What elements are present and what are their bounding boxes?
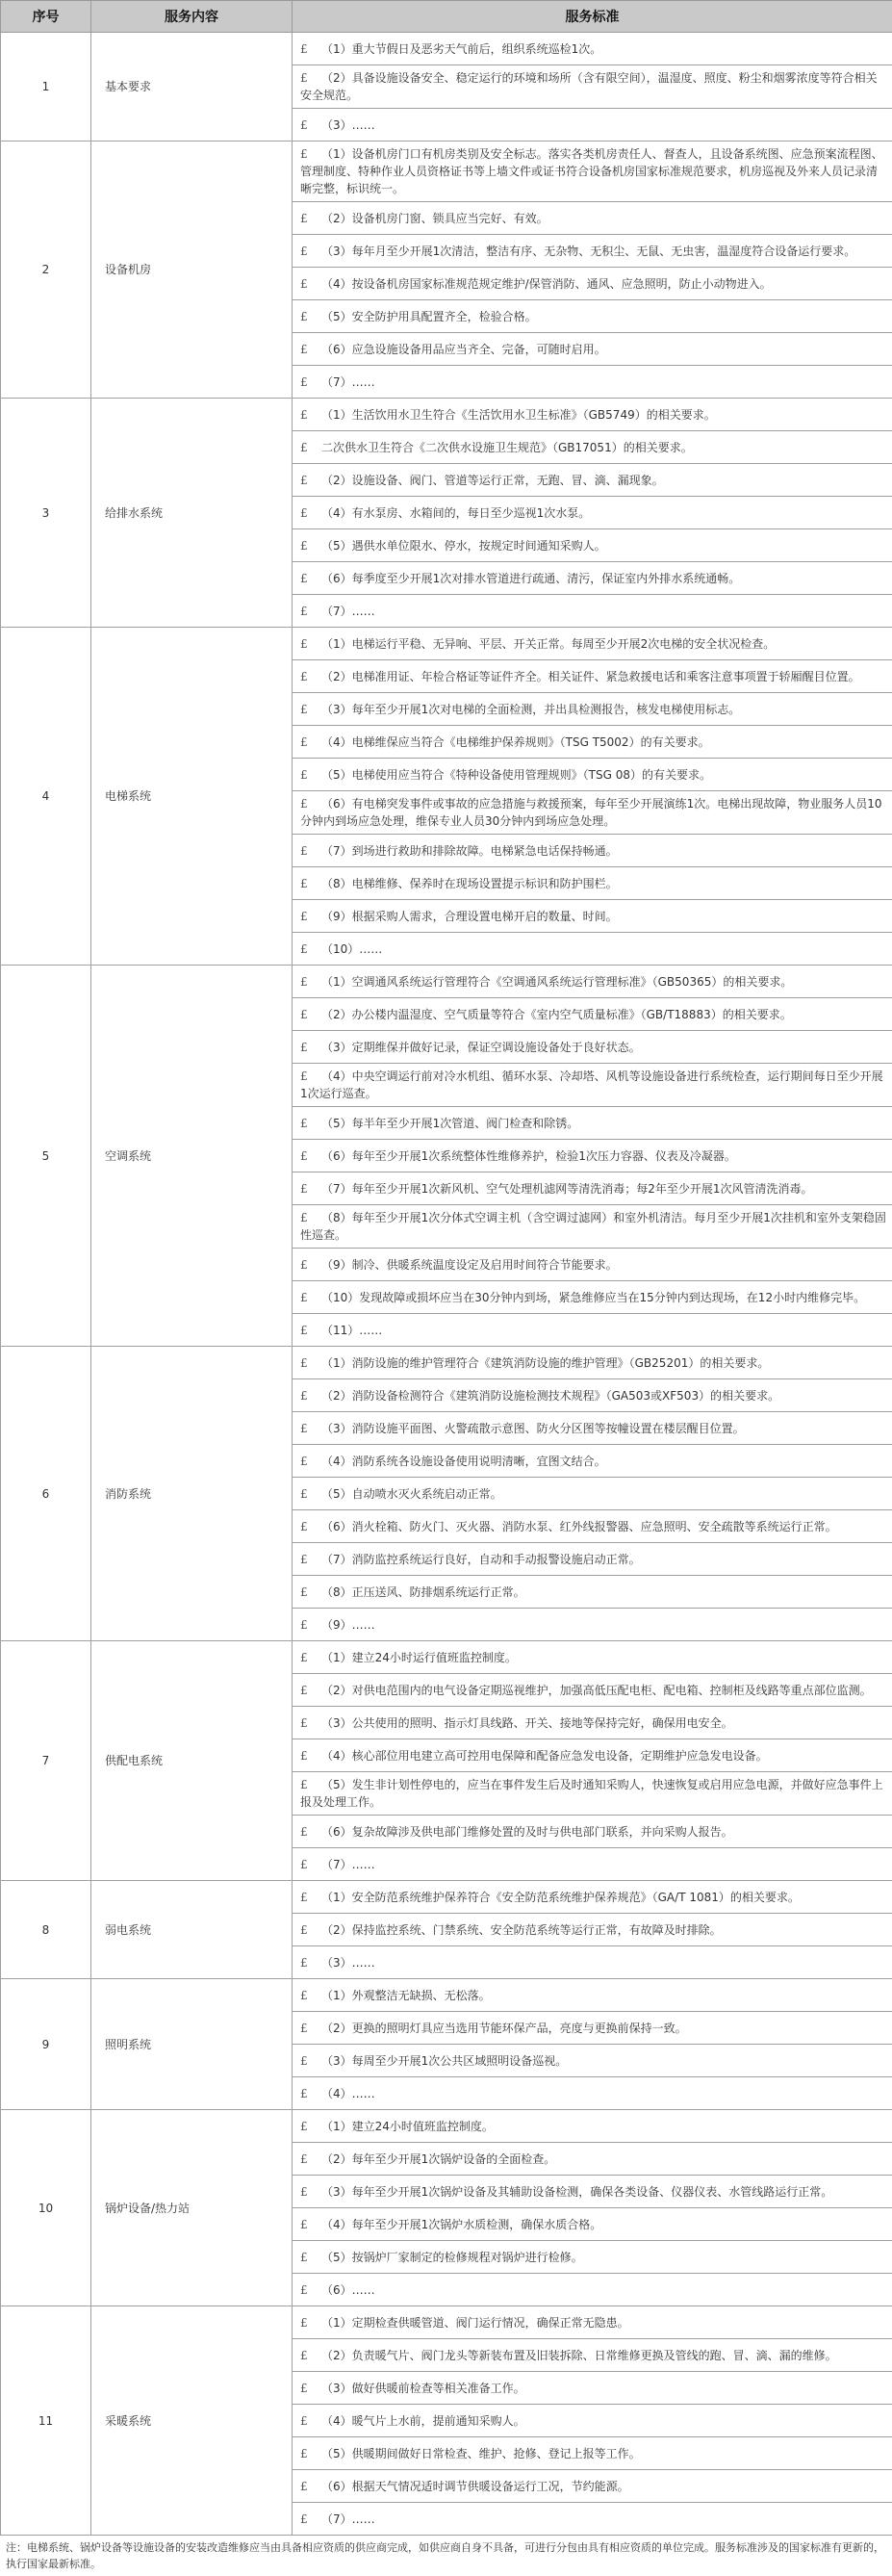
row-service-standard bbox=[293, 1979, 892, 2012]
standard-text: （4）电梯维保应当符合《电梯维护保养规则》（TSG T5002）的有关要求。 bbox=[321, 735, 710, 749]
checkbox-bullet-icon: £ bbox=[300, 1518, 321, 1535]
row-service-standard bbox=[293, 1914, 892, 1946]
row-service-standard bbox=[293, 142, 892, 202]
standard-text: （1）空调通风系统运行管理符合《空调通风系统运行管理标准》（GB50365）的相关要求。 bbox=[321, 975, 792, 989]
standard-text: （2）具备设施设备安全、稳定运行的环境和场所（含有限空间），温湿度、照度、粉尘和烟雾浓度等符合相关安全规范。 bbox=[300, 71, 878, 102]
row-service-standard bbox=[293, 2405, 892, 2437]
row-service-standard bbox=[293, 1031, 892, 1064]
checkbox-bullet-icon: £ bbox=[300, 1921, 321, 1939]
standard-text: （3）每年至少开展1次对电梯的全面检测，并出具检测报告，核发电梯使用标志。 bbox=[321, 703, 740, 716]
standard-text: （7）…… bbox=[321, 1858, 375, 1871]
checkbox-bullet-icon: £ bbox=[300, 2118, 321, 2135]
row-service-standard bbox=[293, 1107, 892, 1140]
row-service-standard bbox=[293, 562, 892, 595]
row-service-standard bbox=[293, 1674, 892, 1707]
checkbox-bullet-icon: £ bbox=[300, 940, 321, 958]
table-header-row bbox=[1, 1, 892, 33]
row-service-standard bbox=[293, 333, 892, 366]
row-service-standard bbox=[293, 1848, 892, 1881]
row-service-standard bbox=[293, 1314, 892, 1347]
standard-text: （2）对供电范围内的电气设备定期巡视维护，加强高低压配电柜、配电箱、控制柜及线路等重点部位监测。 bbox=[321, 1684, 872, 1697]
row-service-standard bbox=[293, 33, 892, 65]
standard-text: （6）复杂故障涉及供电部门维修处置的及时与供电部门联系，并向采购人报告。 bbox=[321, 1825, 733, 1839]
table-row bbox=[1, 1881, 892, 1914]
checkbox-bullet-icon: £ bbox=[300, 2216, 321, 2233]
checkbox-bullet-icon: £ bbox=[300, 537, 321, 554]
checkbox-bullet-icon: £ bbox=[300, 145, 321, 163]
row-service-standard bbox=[293, 2274, 892, 2306]
checkbox-bullet-icon: £ bbox=[300, 1682, 321, 1699]
checkbox-bullet-icon: £ bbox=[300, 1747, 321, 1765]
standard-text: （1）建立24小时运行值班监控制度。 bbox=[321, 1651, 517, 1664]
checkbox-bullet-icon: £ bbox=[300, 308, 321, 325]
checkbox-bullet-icon: £ bbox=[300, 1256, 321, 1274]
checkbox-bullet-icon: £ bbox=[300, 472, 321, 489]
table-row bbox=[1, 33, 892, 65]
checkbox-bullet-icon: £ bbox=[300, 875, 321, 892]
table-row bbox=[1, 1347, 892, 1379]
standard-text: （3）…… bbox=[321, 1956, 375, 1970]
row-service-content: 电梯系统 bbox=[91, 628, 293, 966]
checkbox-bullet-icon: £ bbox=[300, 2281, 321, 2299]
checkbox-bullet-icon: £ bbox=[300, 668, 321, 685]
checkbox-bullet-icon: £ bbox=[300, 1322, 321, 1339]
checkbox-bullet-icon: £ bbox=[300, 1006, 321, 1023]
checkbox-bullet-icon: £ bbox=[300, 1714, 321, 1732]
standard-text: （5）供暖期间做好日常检查、维护、抢修、登记上报等工作。 bbox=[321, 2447, 641, 2460]
row-service-standard bbox=[293, 1946, 892, 1979]
row-service-content: 消防系统 bbox=[91, 1347, 293, 1641]
checkbox-bullet-icon: £ bbox=[300, 2412, 321, 2430]
row-service-standard bbox=[293, 1412, 892, 1445]
row-service-content: 给排水系统 bbox=[91, 399, 293, 628]
row-service-content: 锅炉设备/热力站 bbox=[91, 2110, 293, 2306]
row-service-standard bbox=[293, 2110, 892, 2143]
header-seq: 序号 bbox=[1, 1, 91, 33]
standard-text: （1）建立24小时值班监控制度。 bbox=[321, 2120, 494, 2133]
standard-text: （8）每年至少开展1次分体式空调主机（含空调过滤网）和室外机清洁。每月至少开展1次挂机和室外支架稳固性巡查。 bbox=[300, 1211, 886, 1242]
checkbox-bullet-icon: £ bbox=[300, 1954, 321, 1971]
checkbox-bullet-icon: £ bbox=[300, 275, 321, 293]
checkbox-bullet-icon: £ bbox=[300, 603, 321, 620]
checkbox-bullet-icon: £ bbox=[300, 1180, 321, 1198]
row-seq-number: 2 bbox=[1, 142, 91, 399]
table-row bbox=[1, 2306, 892, 2339]
row-service-standard bbox=[293, 300, 892, 333]
row-service-content: 空调系统 bbox=[91, 966, 293, 1347]
checkbox-bullet-icon: £ bbox=[300, 116, 321, 134]
standard-text: （1）消防设施的维护管理符合《建筑消防设施的维护管理》（GB25201）的相关要求。 bbox=[321, 1356, 769, 1370]
standard-text: （3）每周至少开展1次公共区域照明设备巡视。 bbox=[321, 2054, 567, 2068]
checkbox-bullet-icon: £ bbox=[300, 341, 321, 358]
checkbox-bullet-icon: £ bbox=[300, 374, 321, 391]
row-service-standard bbox=[293, 835, 892, 867]
checkbox-bullet-icon: £ bbox=[300, 908, 321, 925]
standard-text: （1）外观整洁无缺损、无松落。 bbox=[321, 1989, 491, 2002]
standard-text: （4）…… bbox=[321, 2087, 375, 2100]
row-seq-number: 1 bbox=[1, 33, 91, 142]
standard-text: （5）自动喷水灭火系统启动正常。 bbox=[321, 1487, 502, 1501]
row-service-standard bbox=[293, 1816, 892, 1848]
standard-text: （7）消防监控系统运行良好，自动和手动报警设施启动正常。 bbox=[321, 1553, 641, 1566]
standard-text: （2）负责暖气片、阀门龙头等新装布置及旧装拆除、日常维修更换及管线的跑、冒、滴、漏的维修。 bbox=[321, 2349, 837, 2362]
row-service-standard bbox=[293, 497, 892, 529]
checkbox-bullet-icon: £ bbox=[300, 766, 321, 784]
row-service-standard bbox=[293, 791, 892, 835]
checkbox-bullet-icon: £ bbox=[300, 69, 321, 87]
standard-text: （3）每年至少开展1次锅炉设备及其辅助设备检测，确保各类设备、仪器仪表、水管线路运行正常。 bbox=[321, 2185, 832, 2199]
checkbox-bullet-icon: £ bbox=[300, 2085, 321, 2102]
checkbox-bullet-icon: £ bbox=[300, 1485, 321, 1503]
standard-text: （6）消火栓箱、防火门、灭火器、消防水泵、红外线报警器、应急照明、安全疏散等系统运行正常。 bbox=[321, 1520, 837, 1533]
standard-text: （4）有水泵房、水箱间的，每日至少巡视1次水泵。 bbox=[321, 506, 590, 520]
standard-text: （2）保持监控系统、门禁系统、安全防范系统等运行正常，有故障及时排除。 bbox=[321, 1923, 722, 1937]
standard-text: （5）按锅炉厂家制定的检修规程对锅炉进行检修。 bbox=[321, 2251, 583, 2264]
standard-text: （10）发现故障或损坏应当在30分钟内到场，紧急维修应当在15分钟内到达现场，在12小时内维修完毕。 bbox=[321, 1291, 865, 1304]
checkbox-bullet-icon: £ bbox=[300, 1856, 321, 1873]
row-service-standard bbox=[293, 998, 892, 1031]
row-service-standard bbox=[293, 660, 892, 693]
checkbox-bullet-icon: £ bbox=[300, 406, 321, 424]
standard-text: （4）暖气片上水前，提前通知采购人。 bbox=[321, 2414, 525, 2428]
standard-text: （7）到场进行救助和排除故障。电梯紧急电话保持畅通。 bbox=[321, 844, 618, 858]
row-service-standard bbox=[293, 867, 892, 900]
header-service-standard: 服务标准 bbox=[293, 1, 892, 33]
table-row bbox=[1, 628, 892, 660]
row-service-standard bbox=[293, 366, 892, 399]
checkbox-bullet-icon: £ bbox=[300, 1616, 321, 1634]
row-service-standard bbox=[293, 109, 892, 142]
standard-text: （6）每年至少开展1次系统整体性维修养护，检验1次压力容器、仪表及冷凝器。 bbox=[321, 1149, 736, 1163]
standard-text: （1）设备机房门口有机房类别及安全标志。落实各类机房责任人、督查人，且设备系统图、应急预案流程图、管理制度、特种作业人员资格证书等上墙文件或证书符合设备机房国家标准规范要求，机房巡视及外来人员记录清晰完整，标识统一。 bbox=[300, 147, 883, 195]
checkbox-bullet-icon: £ bbox=[300, 1209, 321, 1226]
row-service-content: 设备机房 bbox=[91, 142, 293, 399]
table-row bbox=[1, 2110, 892, 2143]
table-row bbox=[1, 142, 892, 202]
checkbox-bullet-icon: £ bbox=[300, 635, 321, 653]
row-service-content: 供配电系统 bbox=[91, 1641, 293, 1881]
row-service-standard bbox=[293, 628, 892, 660]
checkbox-bullet-icon: £ bbox=[300, 2445, 321, 2462]
checkbox-bullet-icon: £ bbox=[300, 2347, 321, 2364]
row-service-content: 基本要求 bbox=[91, 33, 293, 142]
row-service-standard bbox=[293, 1281, 892, 1314]
standard-text: （3）定期维保并做好记录，保证空调设施设备处于良好状态。 bbox=[321, 1041, 641, 1054]
row-service-standard bbox=[293, 1379, 892, 1412]
checkbox-bullet-icon: £ bbox=[300, 1068, 321, 1085]
standard-text: （3）公共使用的照明、指示灯具线路、开关、接地等保持完好，确保用电安全。 bbox=[321, 1716, 733, 1730]
row-service-standard bbox=[293, 65, 892, 109]
row-service-standard bbox=[293, 1543, 892, 1576]
row-service-standard bbox=[293, 268, 892, 300]
standard-text: （2）办公楼内温湿度、空气质量等符合《室内空气质量标准》（GB/T18883）的相关要求。 bbox=[321, 1008, 792, 1021]
standard-text: （2）设施设备、阀门、管道等运行正常，无跑、冒、滴、漏现象。 bbox=[321, 474, 664, 487]
row-service-standard bbox=[293, 2045, 892, 2077]
checkbox-bullet-icon: £ bbox=[300, 1584, 321, 1601]
standard-text: （1）安全防范系统维护保养符合《安全防范系统维护保养规范》（GA/T 1081）的相关要求。 bbox=[321, 1891, 800, 1904]
checkbox-bullet-icon: £ bbox=[300, 40, 321, 58]
row-service-standard bbox=[293, 595, 892, 628]
checkbox-bullet-icon: £ bbox=[300, 2183, 321, 2201]
checkbox-bullet-icon: £ bbox=[300, 973, 321, 991]
standard-text: （6）根据天气情况适时调节供暖设备运行工况，节约能源。 bbox=[321, 2480, 629, 2493]
row-service-standard bbox=[293, 464, 892, 497]
standard-text: （10）…… bbox=[321, 942, 382, 956]
checkbox-bullet-icon: £ bbox=[300, 1147, 321, 1165]
header-service-content: 服务内容 bbox=[91, 1, 293, 33]
standard-text: （1）电梯运行平稳、无异响、平层、开关正常。每周至少开展2次电梯的安全状况检查。 bbox=[321, 637, 775, 651]
checkbox-bullet-icon: £ bbox=[300, 842, 321, 860]
row-service-standard bbox=[293, 1249, 892, 1281]
row-service-standard bbox=[293, 1881, 892, 1914]
checkbox-bullet-icon: £ bbox=[300, 243, 321, 260]
row-seq-number: 3 bbox=[1, 399, 91, 628]
footnote: 注：电梯系统、锅炉设备等设施设备的安装改造维修应当由具备相应资质的供应商完成，如供应商自身不具备，可进行分包由具有相应资质的单位完成。服务标准涉及的国家标准有更新的，执行国家最新标准。 bbox=[0, 2536, 892, 2576]
checkbox-bullet-icon: £ bbox=[300, 701, 321, 718]
row-service-standard bbox=[293, 2208, 892, 2241]
standard-text: （4）每年至少开展1次锅炉水质检测，确保水质合格。 bbox=[321, 2218, 601, 2231]
checkbox-bullet-icon: £ bbox=[300, 795, 321, 812]
row-service-standard bbox=[293, 759, 892, 791]
row-service-standard bbox=[293, 529, 892, 562]
standard-text: 二次供水卫生符合《二次供水设施卫生规范》（GB17051）的相关要求。 bbox=[321, 441, 693, 454]
row-service-standard bbox=[293, 933, 892, 966]
row-service-standard bbox=[293, 431, 892, 464]
standard-text: （3）做好供暖前检查等相关准备工作。 bbox=[321, 2382, 525, 2395]
row-seq-number: 9 bbox=[1, 1979, 91, 2110]
standard-text: （4）核心部位用电建立高可控用电保障和配备应急发电设备，定期维护应急发电设备。 bbox=[321, 1749, 768, 1763]
checkbox-bullet-icon: £ bbox=[300, 1354, 321, 1372]
standard-text: （6）每季度至少开展1次对排水管道进行疏通、清污，保证室内外排水系统通畅。 bbox=[321, 572, 740, 585]
row-seq-number: 5 bbox=[1, 966, 91, 1347]
table-body bbox=[1, 33, 892, 2536]
checkbox-bullet-icon: £ bbox=[300, 439, 321, 456]
standard-text: （3）…… bbox=[321, 118, 375, 132]
standard-text: （5）安全防护用具配置齐全，检验合格。 bbox=[321, 310, 537, 323]
standard-text: （1）定期检查供暖管道、阀门运行情况，确保正常无隐患。 bbox=[321, 2316, 629, 2330]
standard-text: （7）…… bbox=[321, 2512, 375, 2526]
checkbox-bullet-icon: £ bbox=[300, 1987, 321, 2004]
standard-text: （9）…… bbox=[321, 1618, 375, 1632]
row-service-standard bbox=[293, 399, 892, 431]
row-service-content: 照明系统 bbox=[91, 1979, 293, 2110]
row-seq-number: 11 bbox=[1, 2306, 91, 2536]
row-service-standard bbox=[293, 2372, 892, 2405]
row-service-standard bbox=[293, 1641, 892, 1674]
row-service-standard bbox=[293, 2339, 892, 2372]
row-service-standard bbox=[293, 1205, 892, 1249]
checkbox-bullet-icon: £ bbox=[300, 210, 321, 227]
row-service-content: 弱电系统 bbox=[91, 1881, 293, 1979]
checkbox-bullet-icon: £ bbox=[300, 734, 321, 751]
row-service-standard bbox=[293, 202, 892, 235]
standard-text: （6）有电梯突发事件或事故的应急措施与救援预案，每年至少开展演练1次。电梯出现故障，物业服务人员10分钟内到场应急处理，维保专业人员30分钟内到场应急处理。 bbox=[300, 797, 882, 828]
checkbox-bullet-icon: £ bbox=[300, 2380, 321, 2397]
checkbox-bullet-icon: £ bbox=[300, 2052, 321, 2070]
row-service-standard bbox=[293, 2306, 892, 2339]
standard-text: （4）中央空调运行前对冷水机组、循环水泵、冷却塔、风机等设施设备进行系统检查，运行期间每日至少开展1次运行巡查。 bbox=[300, 1069, 883, 1100]
standard-text: （11）…… bbox=[321, 1324, 382, 1337]
standard-text: （5）遇供水单位限水、停水，按规定时间通知采购人。 bbox=[321, 539, 606, 553]
row-service-standard bbox=[293, 1064, 892, 1107]
standard-text: （7）每年至少开展1次新风机、空气处理机滤网等清洗消毒；每2年至少开展1次风管清洗消毒。 bbox=[321, 1182, 813, 1196]
standard-text: （5）每半年至少开展1次管道、阀门检查和除锈。 bbox=[321, 1117, 578, 1130]
checkbox-bullet-icon: £ bbox=[300, 1420, 321, 1437]
row-service-standard bbox=[293, 1140, 892, 1172]
checkbox-bullet-icon: £ bbox=[300, 1453, 321, 1470]
standard-text: （4）按设备机房国家标准规范规定维护/保管消防、通风、应急照明，防止小动物进入。 bbox=[321, 277, 772, 291]
standard-text: （1）生活饮用水卫生符合《生活饮用水卫生标准》（GB5749）的相关要求。 bbox=[321, 408, 716, 422]
standard-text: （9）根据采购人需求，合理设置电梯开启的数量、时间。 bbox=[321, 910, 618, 923]
standard-text: （8）电梯维修、保养时在现场设置提示标识和防护围栏。 bbox=[321, 877, 618, 890]
row-service-standard bbox=[293, 1510, 892, 1543]
standard-text: （3）每年月至少开展1次清洁，整洁有序、无杂物、无积尘、无鼠、无虫害，温湿度符合设备运行要求。 bbox=[321, 245, 855, 258]
row-service-standard bbox=[293, 235, 892, 268]
row-service-standard bbox=[293, 1707, 892, 1739]
row-service-standard bbox=[293, 2437, 892, 2470]
row-service-standard bbox=[293, 2012, 892, 2045]
standard-text: （2）设备机房门窗、锁具应当完好、有效。 bbox=[321, 212, 548, 225]
table-row bbox=[1, 399, 892, 431]
standard-text: （4）消防系统各设施设备使用说明清晰，宜图文结合。 bbox=[321, 1455, 606, 1468]
standard-text: （1）重大节假日及恶劣天气前后，组织系统巡检1次。 bbox=[321, 42, 601, 56]
row-seq-number: 4 bbox=[1, 628, 91, 966]
standard-text: （2）电梯准用证、年检合格证等证件齐全。相关证件、紧急救援电话和乘客注意事项置于轿厢醒目位置。 bbox=[321, 670, 860, 683]
standard-text: （7）…… bbox=[321, 375, 375, 389]
row-service-standard bbox=[293, 1478, 892, 1510]
checkbox-bullet-icon: £ bbox=[300, 2314, 321, 2331]
row-seq-number: 7 bbox=[1, 1641, 91, 1881]
checkbox-bullet-icon: £ bbox=[300, 2249, 321, 2266]
checkbox-bullet-icon: £ bbox=[300, 1823, 321, 1841]
checkbox-bullet-icon: £ bbox=[300, 1387, 321, 1404]
row-service-standard bbox=[293, 2176, 892, 2208]
row-service-standard bbox=[293, 693, 892, 726]
row-service-standard bbox=[293, 966, 892, 998]
checkbox-bullet-icon: £ bbox=[300, 2511, 321, 2528]
checkbox-bullet-icon: £ bbox=[300, 1289, 321, 1306]
standard-text: （8）正压送风、防排烟系统运行正常。 bbox=[321, 1585, 525, 1599]
row-service-standard bbox=[293, 1172, 892, 1205]
table-row bbox=[1, 1641, 892, 1674]
checkbox-bullet-icon: £ bbox=[300, 2151, 321, 2168]
checkbox-bullet-icon: £ bbox=[300, 1649, 321, 1666]
checkbox-bullet-icon: £ bbox=[300, 1039, 321, 1056]
row-service-standard bbox=[293, 2503, 892, 2536]
standard-text: （7）…… bbox=[321, 605, 375, 618]
checkbox-bullet-icon: £ bbox=[300, 570, 321, 587]
standard-text: （3）消防设施平面图、火警疏散示意图、防火分区图等按幢设置在楼层醒目位置。 bbox=[321, 1422, 745, 1435]
standard-text: （5）发生非计划性停电的，应当在事件发生后及时通知采购人，快速恢复或启用应急电源，并做好应急事件上报及处理工作。 bbox=[300, 1778, 883, 1809]
row-service-standard bbox=[293, 1576, 892, 1609]
checkbox-bullet-icon: £ bbox=[300, 1551, 321, 1568]
row-service-standard bbox=[293, 900, 892, 933]
checkbox-bullet-icon: £ bbox=[300, 1115, 321, 1132]
row-service-standard bbox=[293, 1739, 892, 1772]
row-service-standard bbox=[293, 1772, 892, 1816]
checkbox-bullet-icon: £ bbox=[300, 1889, 321, 1906]
row-service-standard bbox=[293, 1445, 892, 1478]
row-service-standard bbox=[293, 2241, 892, 2274]
row-seq-number: 6 bbox=[1, 1347, 91, 1641]
standard-text: （9）制冷、供暖系统温度设定及启用时间符合节能要求。 bbox=[321, 1258, 618, 1272]
row-service-standard bbox=[293, 2470, 892, 2503]
row-service-standard bbox=[293, 2143, 892, 2176]
standard-text: （2）更换的照明灯具应当选用节能环保产品，亮度与更换前保持一致。 bbox=[321, 2022, 687, 2035]
standard-text: （2）每年至少开展1次锅炉设备的全面检查。 bbox=[321, 2152, 555, 2166]
checkbox-bullet-icon: £ bbox=[300, 1776, 321, 1793]
checkbox-bullet-icon: £ bbox=[300, 2020, 321, 2037]
row-seq-number: 10 bbox=[1, 2110, 91, 2306]
row-service-content: 采暖系统 bbox=[91, 2306, 293, 2536]
standard-text: （6）应急设施设备用品应当齐全、完备，可随时启用。 bbox=[321, 343, 606, 356]
row-service-standard bbox=[293, 726, 892, 759]
table-row bbox=[1, 966, 892, 998]
row-seq-number: 8 bbox=[1, 1881, 91, 1979]
row-service-standard bbox=[293, 2077, 892, 2110]
checkbox-bullet-icon: £ bbox=[300, 2478, 321, 2495]
row-service-standard bbox=[293, 1609, 892, 1641]
standard-text: （5）电梯使用应当符合《特种设备使用管理规则》（TSG 08）的有关要求。 bbox=[321, 768, 711, 782]
standard-text: （2）消防设备检测符合《建筑消防设施检测技术规程》（GA503或XF503）的相关要求。 bbox=[321, 1389, 779, 1403]
table-row bbox=[1, 1979, 892, 2012]
standard-text: （6）…… bbox=[321, 2283, 375, 2297]
row-service-standard bbox=[293, 1347, 892, 1379]
checkbox-bullet-icon: £ bbox=[300, 504, 321, 522]
